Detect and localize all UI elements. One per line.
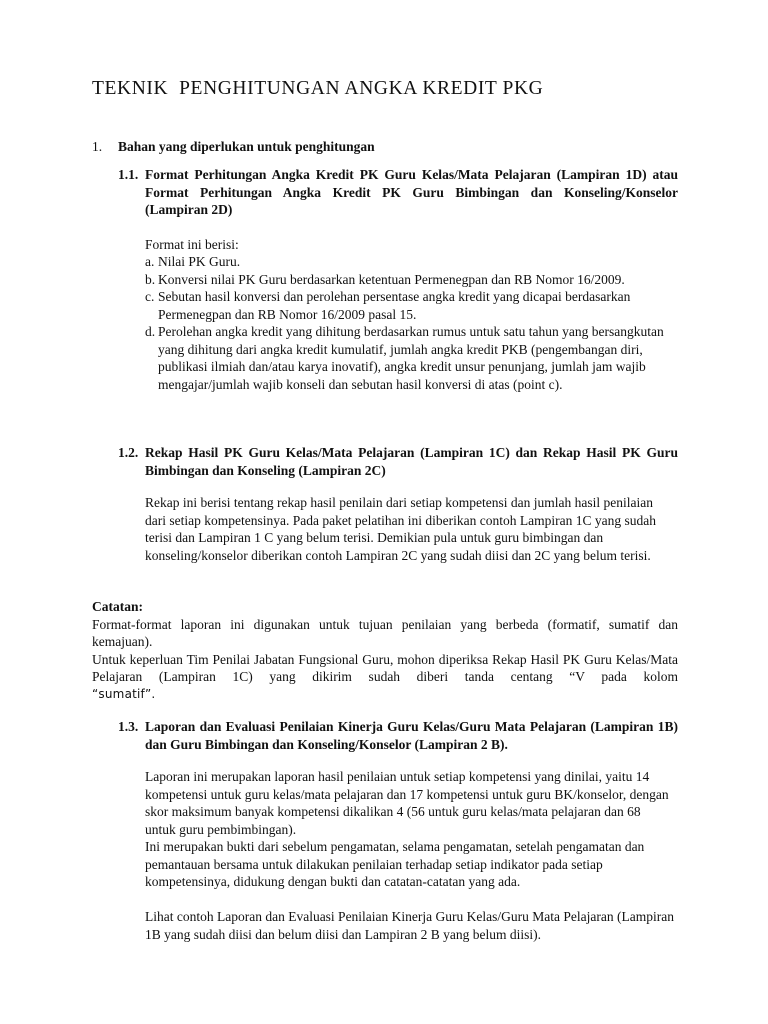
list-item xyxy=(145,323,670,393)
subsection-1-3-title: Laporan dan Evaluasi Penilaian Kinerja Guru Kelas/Guru Mata Pelajaran (Lampiran 1B) dan Guru Bimbingan dan Konseling/Konselor (Lampiran 2 B). xyxy=(145,719,678,752)
list-item-text: Konversi nilai PK Guru berdasarkan ketentuan Permenegpan dan RB Nomor 16/2009. xyxy=(158,271,625,287)
subsection-1-2-title: Rekap Hasil PK Guru Kelas/Mata Pelajaran (Lampiran 1C) dan Rekap Hasil PK Guru Bimbingan dan Konseling (Lampiran 2C) xyxy=(145,445,678,478)
subsection-1-3-paragraph-3: Lihat contoh Laporan dan Evaluasi Penilaian Kinerja Guru Kelas/Guru Mata Pelajaran (Lampiran 1B yang sudah diisi dan belum diisi dan Lampiran 2 B yang belum diisi). xyxy=(145,909,674,942)
list-item-text: Perolehan angka kredit yang dihitung berdasarkan rumus untuk satu tahun yang bersangkutan yang dihitung dari angka kredit kumulatif, jumlah angka kredit PKB (pengembangan diri, publikasi ilmiah dan/atau karya inovatif), angka kredit unsur penunjang, jumlah jam wajib mengajar/jumlah wajib konseli dan sebutan hasil konversi di atas (point c). xyxy=(158,324,664,392)
subsection-1-3-number: 1.3. xyxy=(118,719,139,734)
list-item xyxy=(145,253,670,271)
subsection-1-2-heading xyxy=(118,444,678,479)
list-marker: a. xyxy=(145,254,155,269)
section-1-number: 1. xyxy=(92,139,103,154)
format-contents-list xyxy=(145,253,670,393)
catatan-line-1: Format-format laporan ini digunakan untuk tujuan penilaian yang berbeda (formatif, sumatif dan kemajuan). xyxy=(92,616,678,649)
subsection-1-1-title: Format Perhitungan Angka Kredit PK Guru Kelas/Mata Pelajaran (Lampiran 1D) atau Format Perhitungan Angka Kredit PK Guru Bimbingan dan Konseling/Konselor (Lampiran 2D) xyxy=(145,167,678,217)
subsection-1-2-body: Rekap ini berisi tentang rekap hasil penilain dari setiap kompetensi dan jumlah hasil penilaian dari setiap kompetensinya. Pada paket pelatihan ini diberikan contoh Lampiran 1C yang sudah terisi dan Lampiran 1 C yang belum terisi. Demikian pula untuk guru bimbingan dan konseling/konselor diberikan contoh Lampiran 2C yang sudah diisi dan 2C yang belum terisi. xyxy=(145,495,656,563)
list-item xyxy=(145,288,670,323)
catatan-line-2-tail: “sumatif”. xyxy=(92,686,156,701)
list-marker: c. xyxy=(145,289,155,304)
list-marker: b. xyxy=(145,271,156,287)
list-item-text: Sebutan hasil konversi dan perolehan persentase angka kredit yang dicapai berdasarkan Permenegpan dan RB Nomor 16/2009 pasal 15. xyxy=(158,289,631,322)
list-item-text: Nilai PK Guru. xyxy=(158,254,241,269)
subsection-1-2-number: 1.2. xyxy=(118,445,139,460)
catatan-label: Catatan: xyxy=(92,599,143,614)
subsection-1-3-paragraph-1: Laporan ini merupakan laporan hasil penilaian untuk setiap kompetensi yang dinilai, yaitu 14 kompetensi untuk guru kelas/mata pelajaran dan 17 kompetensi untuk guru BK/konselor, dengan skor maksimum banyak kompetensi dikalikan 4 (56 untuk guru kelas/mata pelajaran dan 68 untuk guru pembimbingan). xyxy=(145,769,669,837)
subsection-1-1-heading xyxy=(118,166,678,219)
format-intro: Format ini berisi: xyxy=(145,237,239,252)
catatan-line-2: Untuk keperluan Tim Penilai Jabatan Fungsional Guru, mohon diperiksa Rekap Hasil PK Guru Kelas/Mata Pelajaran (Lampiran 1C) yang dikirim sudah diberi tanda centang “V pada kolom xyxy=(92,651,678,684)
list-item xyxy=(145,271,670,289)
subsection-1-3-heading xyxy=(118,718,678,753)
document-title: TEKNIK PENGHITUNGAN ANGKA KREDIT PKG xyxy=(92,78,544,99)
subsection-1-3-paragraph-2: Ini merupakan bukti dari sebelum pengamatan, selama pengamatan, setelah pengamatan dan pemantauan bersama untuk dilakukan penilaian terhadap setiap indikator pada setiap kompetensinya, didukung dengan bukti dan catatan-catatan yang ada. xyxy=(145,839,645,889)
catatan-note xyxy=(92,598,678,703)
section-1-title: Bahan yang diperlukan untuk penghitungan xyxy=(118,139,375,154)
subsection-1-1-number: 1.1. xyxy=(118,167,139,182)
list-marker: d. xyxy=(145,324,156,339)
